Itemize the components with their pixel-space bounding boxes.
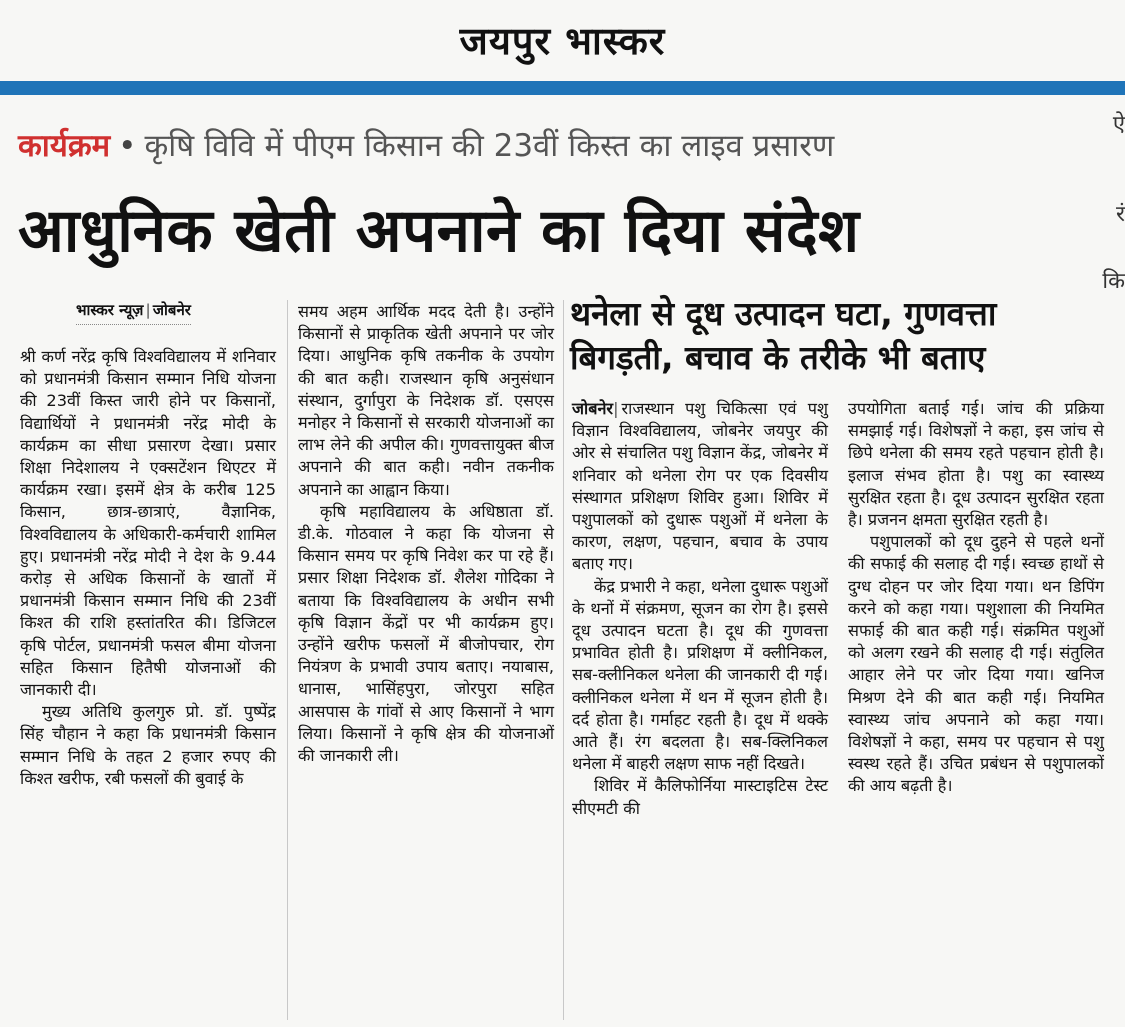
masthead-rule	[0, 81, 1125, 95]
story2-column-2	[848, 398, 1104, 798]
story2-column-1: जोबनेर| राजस्थान पशु चिकित्सा एवं पशु विज्ञान विश्वविद्यालय, जोबनेर जयपुर की ओर से संचालित पशु विज्ञान केंद्र, जोबनेर में शनिवार को थनेला रोग पर एक दिवसीय संस्थागत प्रशिक्षण शिविर हुआ। शिविर में पशुपालकों को दुधारू पशुओं में थनेला के कारण, लक्षण, पहचान, बचाव के उपाय बताए गए। केंद्र प्रभारी ने कहा, थनेला दुधारू पशुओं के थनों में संक्रमण, सूजन का रोग है। इससे दूध उत्पादन घटता है। दूध की गुणवत्ता प्रभावित होती है। प्रशिक्षण में क्लीनिकल, सब-क्लीनिकल थनेला की जानकारी दी गई। क्लीनिकल थनेला में थन में सूजन होती है। दर्द होता है। गर्माहट रहती है। दूध में थक्के आते हैं। रंग बदलता है। सब-क्लिनिकल थनेला में बाहरी लक्षण साफ नहीं दिखते। शिविर में कैलिफोर्निया मास्टाइटिस टेस्ट सीएमटी की	[572, 398, 828, 820]
story1-paragraph: श्री कर्ण नरेंद्र कृषि विश्वविद्यालय में शनिवार को प्रधानमंत्री किसान सम्मान निधि योजना की 23वीं किस्त जारी होने पर किसानों, विद्यार्थियों ने प्रधानमंत्री नरेंद्र मोदी के कार्यक्रम का सीधा प्रसारण देखा। प्रसार शिक्षा निदेशालय ने एक्सटेंशन थिएटर में कार्यक्रम रखा। इसमें क्षेत्र के करीब 125 किसान, छात्र-छात्राएं, वैज्ञानिक, विश्वविद्यालय के अधिकारी-कर्मचारी शामिल हुए। प्रधानमंत्री नरेंद्र मोदी ने देश के 9.44 करोड़ से अधिक किसानों के खातों में प्रधानमंत्री किसान सम्मान निधि की 23वीं किश्त की राशि हस्तांतरित की। डिजिटल कृषि पोर्टल, प्रधानमंत्री फसल बीमा योजना सहित किसान हितैषी योजनाओं की जानकारी दी।	[20, 347, 276, 700]
byline-place: जोबनेर	[152, 301, 191, 319]
kicker	[18, 126, 1108, 166]
byline-source: भास्कर न्यूज़	[76, 301, 144, 319]
edge-glyph: रं	[1116, 202, 1125, 227]
story1-paragraph: मुख्य अतिथि कुलगुरु प्रो. डॉ. पुष्पेंद्र सिंह चौहान ने कहा कि प्रधानमंत्री किसान सम्मान निधि के तहत 2 हजार रुपए की किश्त खरीफ, रबी फसलों की बुवाई के	[20, 702, 276, 788]
masthead	[0, 0, 1125, 80]
kicker-bullet: •	[118, 128, 137, 164]
kicker-text: कृषि विवि में पीएम किसान की 23वीं किस्त का लाइव प्रसारण	[144, 128, 835, 164]
column-divider	[563, 300, 564, 1020]
kicker-tag: कार्यक्रम	[18, 128, 111, 164]
story1-paragraph: कृषि महाविद्यालय के अधिष्ठाता डॉ. डी.के. गोठवाल ने कहा कि योजना से किसान समय पर कृषि निवेश कर पा रहे हैं। प्रसार शिक्षा निदेशक डॉ. शैलेश गोदिका ने बताया कि विश्वविद्यालय के अधीन सभी कृषि विज्ञान केंद्रों पर भी कार्यक्रम हुए। उन्होंने खरीफ फसलों में बीजोपचार, रोग नियंत्रण के प्रभावी उपाय बताए। नयाबास, धानास, भासिंहपुरा, जोरपुरा सहित आसपास के गांवों से आए किसानों ने भाग लिया। किसानों ने कृषि क्षेत्र की योजनाओं की जानकारी ली।	[298, 501, 554, 766]
story1-column-2	[298, 301, 554, 767]
story2-dateline: जोबनेर	[572, 399, 614, 418]
story2-paragraph: पशुपालकों को दूध दुहने से पहले थनों की सफाई की सलाह दी गई। स्वच्छ हाथों से दुग्ध दोहन पर जोर दिया गया। थन डिपिंग करने को कहा गया। पशुशाला की नियमित सफाई की बात कही गई। संक्रमित पशुओं को अलग रखने की सलाह दी गई। संतुलित आहार लेने पर जोर दिया गया। खनिज मिश्रण देने की बात कही गई। नियमित स्वास्थ्य जांच अपनाने को कहा गया। विशेषज्ञों ने कहा, समय पर पहचान से पशु स्वस्थ रहते हैं। उचित प्रबंधन से पशुपालकों की आय बढ़ती है।	[848, 532, 1104, 796]
story2-paragraph: राजस्थान पशु चिकित्सा एवं पशु विज्ञान विश्वविद्यालय, जोबनेर जयपुर की ओर से संचालित पशु विज्ञान केंद्र, जोबनेर में शनिवार को थनेला रोग पर एक दिवसीय संस्थागत प्रशिक्षण शिविर हुआ। शिविर में पशुपालकों को दुधारू पशुओं में थनेला के कारण, लक्षण, पहचान, बचाव के उपाय बताए गए।	[572, 399, 828, 574]
story2-paragraph: केंद्र प्रभारी ने कहा, थनेला दुधारू पशुओं के थनों में संक्रमण, सूजन का रोग है। इससे दूध उत्पादन घटता है। दूध की गुणवत्ता प्रभावित होती है। प्रशिक्षण में क्लीनिकल, सब-क्लीनिकल थनेला की जानकारी दी गई। क्लीनिकल थनेला में थन में सूजन होती है। दर्द होता है। गर्माहट रहती है। दूध में थक्के आते हैं। रंग बदलता है। सब-क्लिनिकल थनेला में बाहरी लक्षण साफ नहीं दिखते।	[572, 576, 828, 774]
edge-glyph: कि	[1102, 269, 1125, 294]
edge-glyph: ऐ	[1112, 112, 1125, 137]
story2-headline: थनेला से दूध उत्पादन घटा, गुणवत्ता बिगड़ती, बचाव के तरीके भी बताए	[570, 294, 997, 377]
column-divider	[287, 300, 288, 1020]
story2-paragraph: उपयोगिता बताई गई। जांच की प्रक्रिया समझाई गई। विशेषज्ञों ने कहा, इस जांच से छिपे थनेला की समय रहते पहचान होती है। इलाज संभव होता है। पशु का स्वास्थ्य सुरक्षित रहता है। दूध उत्पादन सुरक्षित रहता है। प्रजनन क्षमता सुरक्षित रहती है।	[848, 399, 1104, 530]
story1-paragraph: समय अहम आर्थिक मदद देती है। उन्होंने किसानों से प्राकृतिक खेती अपनाने पर जोर दिया। आधुनिक कृषि तकनीक के उपयोग की बात कही। राजस्थान कृषि अनुसंधान संस्थान, दुर्गापुरा के निदेशक डॉ. एसएस मनोहर ने किसानों से सरकारी योजनाओं का लाभ लेने की अपील की। गुणवत्तायुक्त बीज अपनाने की बात कही। नवीन तकनीक अपनाने का आह्वान किया।	[298, 302, 554, 499]
newspaper-title: जयपुर भास्कर	[459, 19, 666, 63]
main-headline: आधुनिक खेती अपनाने का दिया संदेश	[18, 196, 860, 266]
story2-paragraph: शिविर में कैलिफोर्निया मास्टाइटिस टेस्ट सीएमटी की	[572, 776, 828, 818]
story1-column-1	[20, 346, 276, 790]
byline: भास्कर न्यूज़ | जोबनेर	[76, 300, 191, 325]
